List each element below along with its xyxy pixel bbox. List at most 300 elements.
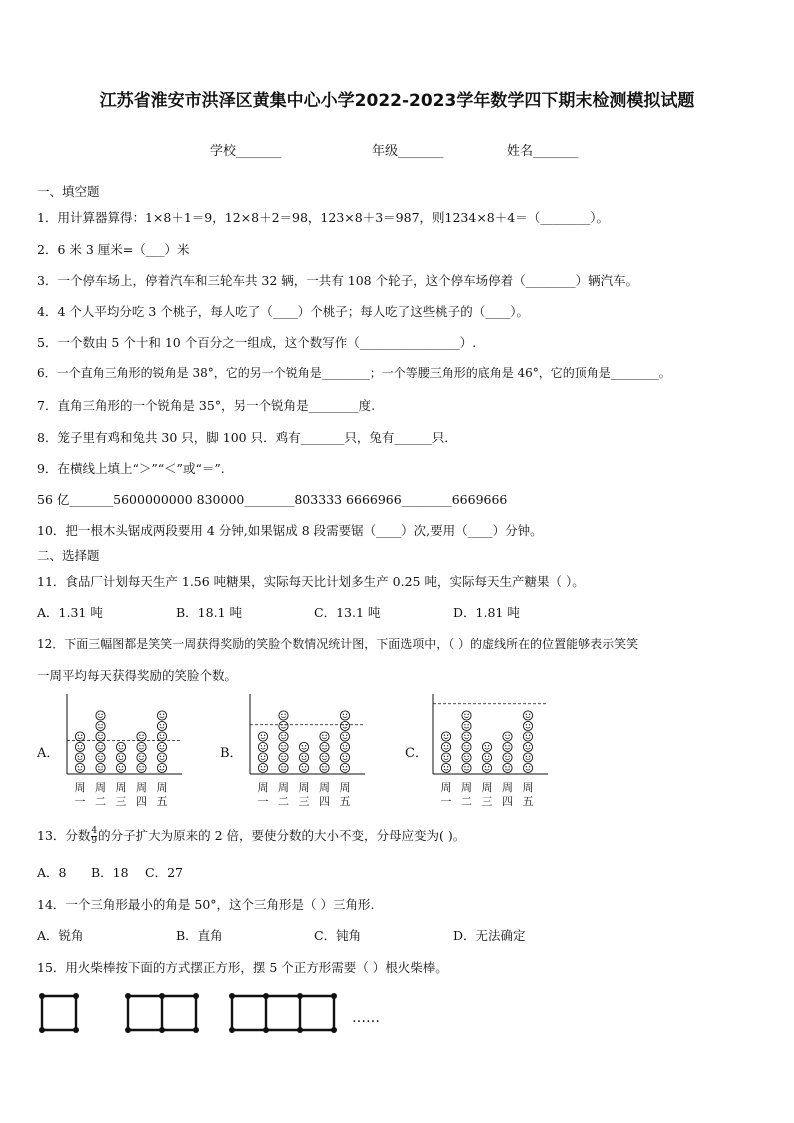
smiley-eye [346, 745, 347, 746]
smiley-icon [462, 732, 471, 741]
smiley-icon [137, 753, 146, 762]
smiley-mouth [281, 738, 285, 739]
smiley-mouth [343, 727, 347, 728]
smiley-icon [96, 721, 105, 730]
section-fill-heading: 一、填空题 [37, 184, 100, 199]
smiley-mouth [343, 738, 347, 739]
grade-field[interactable]: 年级_______ [372, 144, 444, 159]
smiley-mouth [322, 748, 326, 749]
smiley-mouth [281, 717, 285, 718]
smiley-icon [157, 721, 166, 730]
smiley-icon [299, 753, 308, 762]
smiley-mouth [119, 759, 123, 760]
smiley-eye [325, 735, 326, 736]
smiley-eye [139, 745, 140, 746]
smiley-eye [163, 714, 164, 715]
matchstick-head [39, 1027, 45, 1033]
smiley-eye [139, 735, 140, 736]
smiley-eye [142, 735, 143, 736]
smiley-mouth [160, 748, 164, 749]
day-label-bottom: 三 [298, 795, 310, 808]
smiley-icon [96, 763, 105, 772]
smiley-icon [116, 742, 125, 751]
smiley-icon [503, 732, 512, 741]
matchstick-head [73, 993, 79, 999]
smiley-eye [508, 735, 509, 736]
smiley-eye [264, 766, 265, 767]
smiley-mouth [261, 748, 265, 749]
smiley-mouth [160, 727, 164, 728]
smiley-icon [482, 763, 491, 772]
smiley-icon [96, 742, 105, 751]
smiley-mouth [343, 769, 347, 770]
question-11: 11．食品厂计划每天生产 1.56 吨糖果，实际每天比计划多生产 0.25 吨，实际每天生产糖果（ ）。 [37, 574, 585, 589]
day-label-bottom: 五 [522, 795, 534, 808]
question-4: 4．4 个人平均分吃 3 个桃子，每人吃了（____）个桃子；每人吃了这些桃子的（____）。 [37, 304, 530, 319]
matchstick-head [73, 1027, 79, 1033]
smiley-icon [503, 763, 512, 772]
day-label-bottom: 一 [74, 795, 86, 808]
day-label-top: 周 [278, 781, 289, 794]
smiley-eye [78, 735, 79, 736]
smiley-mouth [526, 727, 530, 728]
smiley-mouth [464, 738, 468, 739]
smiley-eye [346, 735, 347, 736]
question-9: 9．在横线上填上“＞”“＜”或“＝”. [37, 461, 225, 476]
day-label-bottom: 二 [95, 795, 106, 808]
smiley-eye [485, 745, 486, 746]
smiley-eye [325, 766, 326, 767]
smiley-eye [322, 745, 323, 746]
smiley-icon [279, 711, 288, 720]
smiley-mouth [526, 759, 530, 760]
smiley-eye [281, 756, 282, 757]
smiley-mouth [98, 727, 102, 728]
day-label-bottom: 三 [115, 795, 127, 808]
smiley-mouth [98, 748, 102, 749]
smiley-mouth [98, 759, 102, 760]
day-label-top: 周 [319, 781, 330, 794]
smiley-eye [305, 766, 306, 767]
smiley-eye [160, 724, 161, 725]
smiley-eye [163, 724, 164, 725]
smiley-icon [482, 742, 491, 751]
smiley-icon [137, 742, 146, 751]
smiley-eye [163, 756, 164, 757]
smiley-eye [464, 735, 465, 736]
smiley-eye [264, 735, 265, 736]
smiley-icon [157, 763, 166, 772]
smiley-eye [464, 766, 465, 767]
smiley-eye [346, 766, 347, 767]
smiley-mouth [343, 717, 347, 718]
smiley-icon [340, 721, 349, 730]
smiley-eye [526, 756, 527, 757]
day-label-top: 周 [156, 781, 168, 794]
smiley-mouth [485, 748, 489, 749]
smiley-eye [101, 766, 102, 767]
smiley-icon [441, 753, 450, 762]
smiley-eye [464, 756, 465, 757]
chart-label: C． [405, 746, 428, 761]
smiley-eye [346, 714, 347, 715]
smiley-eye [139, 766, 140, 767]
smiley-mouth [485, 759, 489, 760]
day-label-top: 周 [440, 781, 452, 794]
matchstick-head [159, 993, 165, 999]
question-14: 14．一个三角形最小的角是 50°，这个三角形是（ ）三角形. [37, 897, 375, 912]
smiley-eye [305, 756, 306, 757]
smiley-eye [444, 756, 445, 757]
smiley-eye [343, 724, 344, 725]
smiley-icon [157, 732, 166, 741]
smiley-mouth [98, 738, 102, 739]
smiley-icon [279, 742, 288, 751]
page-title: 江苏省淮安市洪泽区黄集中心小学2022-2023学年数学四下期末检测模拟试题 [99, 91, 695, 111]
question-5: 5．一个数由 5 个十和 10 个百分之一组成，这个数写作（________________）. [37, 335, 477, 350]
smiley-eye [488, 766, 489, 767]
smiley-eye [444, 745, 445, 746]
q13-option-b[interactable]: B．18 [91, 865, 129, 880]
smiley-icon [523, 742, 532, 751]
smiley-eye [505, 766, 506, 767]
q11-option-d[interactable]: D．1.81 吨 [453, 605, 520, 620]
smiley-icon [258, 732, 267, 741]
smiley-mouth [505, 759, 509, 760]
smiley-eye [122, 766, 123, 767]
smiley-eye [98, 756, 99, 757]
smiley-icon [116, 763, 125, 772]
smiley-icon [299, 742, 308, 751]
smiley-icon [157, 742, 166, 751]
smiley-mouth [261, 759, 265, 760]
smiley-eye [142, 766, 143, 767]
smiley-eye [343, 766, 344, 767]
smiley-eye [302, 756, 303, 757]
smiley-eye [264, 756, 265, 757]
day-label-bottom: 一 [257, 795, 269, 808]
matchstick-head [331, 993, 337, 999]
smiley-eye [447, 745, 448, 746]
smiley-icon [96, 711, 105, 720]
smiley-icon [96, 753, 105, 762]
smiley-eye [526, 766, 527, 767]
smiley-eye [464, 745, 465, 746]
q13-option-c[interactable]: C．27 [145, 865, 183, 880]
smiley-eye [467, 724, 468, 725]
smiley-mouth [261, 738, 265, 739]
chart-label: A． [37, 746, 60, 761]
matchstick-head [193, 1027, 199, 1033]
smiley-icon [75, 753, 84, 762]
matchstick-head [39, 993, 45, 999]
q13-option-a[interactable]: A．8 [37, 865, 67, 880]
q11-option-b[interactable]: B．18.1 吨 [176, 605, 242, 620]
smiley-eye [139, 756, 140, 757]
question-1: 1．用计算器算得：1×8＋1＝9，12×8＋2＝98，123×8＋3＝987，则1234×8＋4＝（________）。 [37, 210, 609, 225]
smiley-mouth [322, 769, 326, 770]
smiley-eye [98, 745, 99, 746]
smiley-icon [258, 753, 267, 762]
smiley-icon [116, 753, 125, 762]
smiley-icon [320, 742, 329, 751]
smiley-icon [157, 711, 166, 720]
smiley-eye [529, 756, 530, 757]
smiley-mouth [444, 769, 448, 770]
question-7: 7．直角三角形的一个锐角是 35°，另一个锐角是________度. [37, 398, 376, 413]
smiley-eye [447, 766, 448, 767]
smiley-mouth [281, 759, 285, 760]
smiley-eye [163, 766, 164, 767]
matchstick-head [125, 993, 131, 999]
day-label-top: 周 [74, 781, 86, 794]
smiley-eye [508, 745, 509, 746]
smiley-eye [508, 756, 509, 757]
question-2: 2．6 米 3 厘米=（___）米 [37, 242, 190, 257]
smiley-eye [322, 756, 323, 757]
smiley-eye [281, 714, 282, 715]
smiley-icon [523, 763, 532, 772]
q14-option-b[interactable]: B．直角 [176, 928, 223, 943]
question-9-comparisons: 56 亿_______5600000000 830000________803333 6666966________6669666 [37, 492, 508, 507]
smiley-icon [441, 732, 450, 741]
smiley-eye [160, 735, 161, 736]
smiley-eye [142, 756, 143, 757]
smiley-icon [523, 711, 532, 720]
smiley-icon [503, 753, 512, 762]
smiley-icon [279, 753, 288, 762]
smiley-eye [261, 745, 262, 746]
smiley-icon [462, 753, 471, 762]
day-label-bottom: 四 [319, 795, 330, 808]
smiley-charts [0, 690, 794, 810]
smiley-eye [485, 766, 486, 767]
smiley-mouth [444, 748, 448, 749]
matchstick-head [331, 1027, 337, 1033]
q14-option-c[interactable]: C．钝角 [314, 928, 362, 943]
day-label-top: 周 [257, 781, 269, 794]
smiley-mouth [261, 769, 265, 770]
smiley-mouth [119, 748, 123, 749]
smiley-eye [119, 745, 120, 746]
smiley-eye [343, 735, 344, 736]
smiley-eye [325, 756, 326, 757]
q13-prefix: 13．分数 [37, 828, 91, 843]
smiley-eye [526, 745, 527, 746]
day-label-top: 周 [95, 781, 106, 794]
smiley-mouth [160, 769, 164, 770]
smiley-eye [284, 756, 285, 757]
smiley-icon [462, 721, 471, 730]
smiley-mouth [526, 717, 530, 718]
smiley-mouth [98, 717, 102, 718]
smiley-icon [523, 732, 532, 741]
smiley-eye [322, 735, 323, 736]
smiley-eye [485, 756, 486, 757]
smiley-mouth [322, 759, 326, 760]
smiley-mouth [139, 759, 143, 760]
smiley-eye [81, 745, 82, 746]
smiley-eye [346, 756, 347, 757]
smiley-mouth [160, 717, 164, 718]
smiley-eye [444, 766, 445, 767]
smiley-icon [258, 742, 267, 751]
section-choice-heading: 二、选择题 [37, 548, 100, 563]
smiley-eye [119, 766, 120, 767]
smiley-icon [462, 711, 471, 720]
q13-fraction [91, 827, 97, 846]
smiley-eye [488, 745, 489, 746]
smiley-eye [284, 745, 285, 746]
day-label-top: 周 [522, 781, 534, 794]
day-label-top: 周 [115, 781, 127, 794]
smiley-eye [447, 735, 448, 736]
smiley-mouth [139, 738, 143, 739]
smiley-eye [343, 756, 344, 757]
smiley-icon [340, 753, 349, 762]
smiley-icon [279, 721, 288, 730]
matchstick-head [229, 993, 235, 999]
smiley-eye [346, 724, 347, 725]
smiley-eye [98, 766, 99, 767]
smiley-eye [261, 766, 262, 767]
smiley-eye [81, 756, 82, 757]
smiley-eye [81, 735, 82, 736]
smiley-mouth [444, 759, 448, 760]
smiley-eye [526, 714, 527, 715]
question-6: 6．一个直角三角形的锐角是 38°，它的另一个锐角是________；一个等腰三角形的底角是 46°，它的顶角是________。 [37, 366, 671, 380]
matchstick-head [297, 993, 303, 999]
question-12-line1: 12．下面三幅图都是笑笑一周获得奖励的笑脸个数情况统计图，下面选项中，（ ）的虚线所在的位置能够表示笑笑 [37, 637, 639, 651]
smiley-mouth [526, 748, 530, 749]
smiley-eye [78, 756, 79, 757]
smiley-eye [163, 735, 164, 736]
smiley-mouth [343, 759, 347, 760]
smiley-eye [122, 745, 123, 746]
matchstick-head [193, 993, 199, 999]
smiley-eye [261, 756, 262, 757]
matchstick-head [159, 1027, 165, 1033]
smiley-icon [340, 732, 349, 741]
day-label-top: 周 [481, 781, 493, 794]
smiley-eye [122, 756, 123, 757]
smiley-eye [78, 766, 79, 767]
day-label-bottom: 四 [502, 795, 513, 808]
smiley-icon [340, 742, 349, 751]
chart-label: B． [220, 746, 243, 761]
smiley-icon [299, 763, 308, 772]
smiley-eye [101, 745, 102, 746]
day-label-bottom: 一 [440, 795, 452, 808]
smiley-eye [467, 766, 468, 767]
day-label-bottom: 五 [339, 795, 351, 808]
smiley-icon [340, 711, 349, 720]
matchstick-head [125, 1027, 131, 1033]
smiley-icon [75, 742, 84, 751]
day-label-bottom: 二 [461, 795, 472, 808]
smiley-mouth [281, 748, 285, 749]
smiley-eye [281, 745, 282, 746]
smiley-eye [464, 724, 465, 725]
smiley-mouth [464, 759, 468, 760]
smiley-icon [482, 753, 491, 762]
smiley-mouth [322, 738, 326, 739]
smiley-icon [157, 753, 166, 762]
smiley-icon [523, 721, 532, 730]
smiley-icon [279, 732, 288, 741]
smiley-icon [340, 763, 349, 772]
smiley-mouth [78, 748, 82, 749]
school-field[interactable]: 学校_______ [210, 144, 282, 159]
smiley-eye [322, 766, 323, 767]
smiley-eye [467, 756, 468, 757]
smiley-eye [264, 745, 265, 746]
smiley-eye [284, 714, 285, 715]
smiley-mouth [139, 769, 143, 770]
q11-option-c[interactable]: C．13.1 吨 [314, 605, 381, 620]
smiley-eye [505, 745, 506, 746]
smiley-eye [467, 714, 468, 715]
smiley-eye [529, 766, 530, 767]
smiley-eye [101, 724, 102, 725]
smiley-mouth [505, 748, 509, 749]
smiley-icon [441, 763, 450, 772]
q14-option-d[interactable]: D．无法确定 [453, 928, 526, 943]
day-label-top: 周 [298, 781, 310, 794]
smiley-eye [281, 724, 282, 725]
smiley-mouth [78, 738, 82, 739]
smiley-eye [529, 735, 530, 736]
smiley-eye [101, 756, 102, 757]
matchstick-head [297, 1027, 303, 1033]
smiley-mouth [160, 759, 164, 760]
smiley-mouth [160, 738, 164, 739]
smiley-icon [75, 763, 84, 772]
smiley-icon [462, 763, 471, 772]
smiley-mouth [444, 738, 448, 739]
q14-option-a[interactable]: A．锐角 [37, 928, 84, 943]
smiley-mouth [485, 769, 489, 770]
smiley-eye [98, 735, 99, 736]
smiley-mouth [119, 769, 123, 770]
smiley-icon [320, 732, 329, 741]
q13-suffix: 的分子扩大为原来的 2 倍，要使分数的大小不变，分母应变为( )。 [98, 828, 466, 843]
day-label-top: 周 [136, 781, 147, 794]
smiley-eye [529, 745, 530, 746]
smiley-mouth [526, 738, 530, 739]
day-label-top: 周 [461, 781, 472, 794]
smiley-eye [119, 756, 120, 757]
question-8: 8．笼子里有鸡和兔共 30 只，脚 100 只．鸡有_______只，兔有______只． [37, 430, 457, 445]
matchstick-head [229, 1027, 235, 1033]
name-field[interactable]: 姓名_______ [507, 144, 579, 159]
question-3: 3．一个停车场上，停着汽车和三轮车共 32 辆，一共有 108 个轮子，这个停车场停着（________）辆汽车。 [37, 273, 639, 288]
smiley-eye [284, 766, 285, 767]
smiley-eye [98, 714, 99, 715]
smiley-mouth [302, 759, 306, 760]
smiley-eye [101, 735, 102, 736]
smiley-eye [163, 745, 164, 746]
smiley-eye [526, 735, 527, 736]
smiley-eye [325, 745, 326, 746]
smiley-eye [343, 714, 344, 715]
smiley-mouth [464, 748, 468, 749]
smiley-mouth [464, 769, 468, 770]
q11-option-a[interactable]: A．1.31 吨 [37, 605, 103, 620]
smiley-mouth [139, 748, 143, 749]
smiley-eye [284, 724, 285, 725]
smiley-icon [75, 732, 84, 741]
